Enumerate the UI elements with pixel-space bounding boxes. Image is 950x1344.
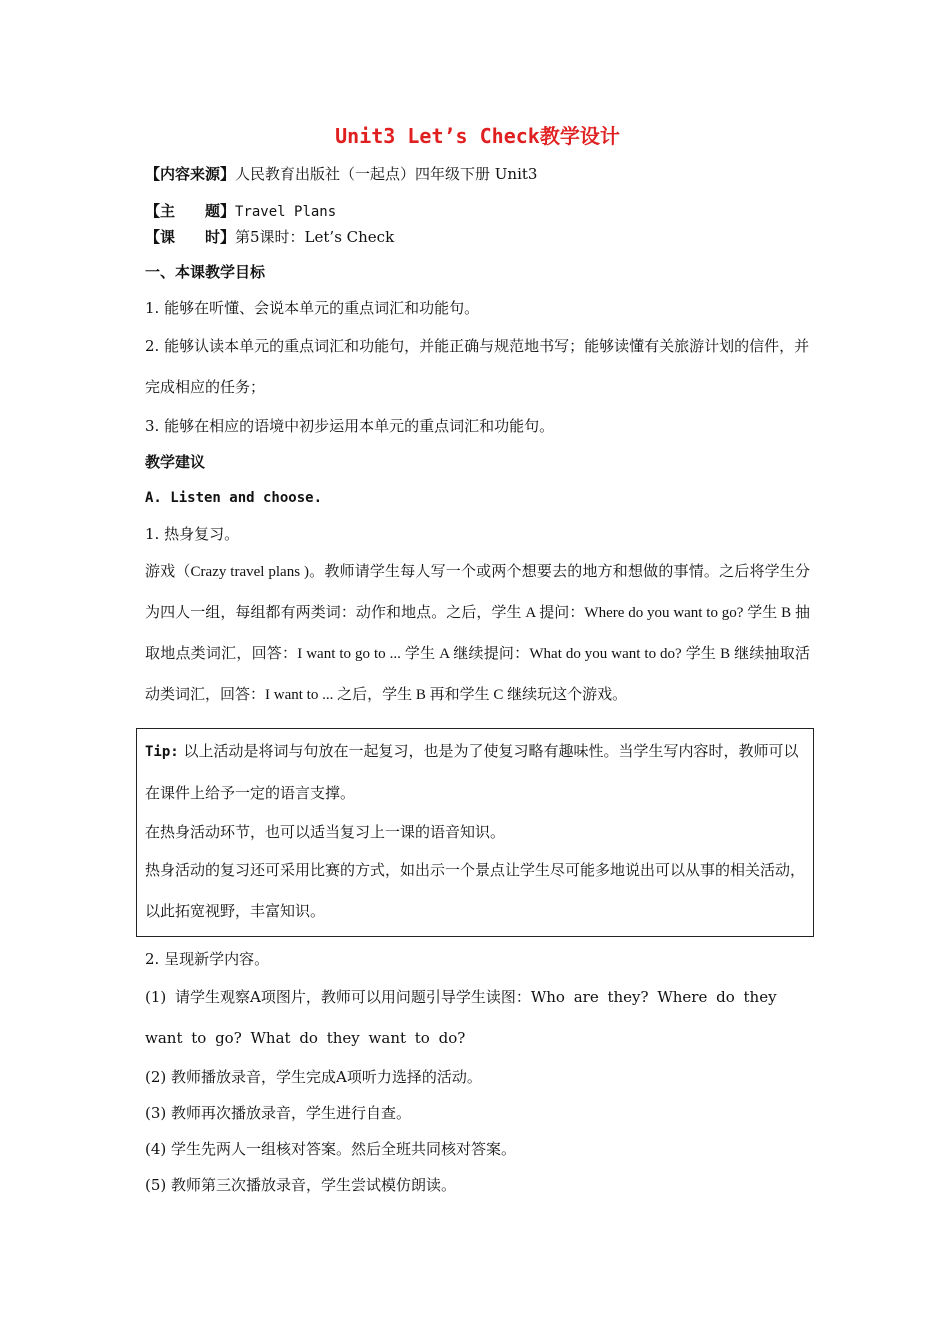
objective-item-3: 3. 能够在相应的语境中初步运用本单元的重点词汇和功能句。 (145, 417, 555, 435)
tip-line-1-text: 以上活动是将词与句放在一起复习，也是为了使复习略有趣味性。当学生写内容时，教师可以在课件上给予一定的语言支撑。 (145, 742, 799, 802)
meta-topic-value: Travel Plans (235, 204, 337, 220)
meta-source (145, 162, 810, 187)
objective-item-2: 2. 能够认读本单元的重点词汇和功能句，并能正确与规范地书写；能够读懂有关旅游计划的信件，并完成相应的任务； (145, 337, 810, 396)
step2-item-4: (4) 学生先两人一组核对答案。然后全班共同核对答案。 (145, 1140, 517, 1158)
step2-title: 2. 呈现新学内容。 (145, 950, 270, 968)
tip-line-3: 热身活动的复习还可采用比赛的方式，如出示一个景点让学生尽可能多地说出可以从事的相关活动，以此拓宽视野，丰富知识。 (145, 861, 806, 920)
meta-period (145, 225, 810, 250)
tip-label: Tip: (145, 744, 179, 760)
meta-topic-label: 【主 题】 (145, 202, 236, 220)
step2-item-5: (5) 教师第三次播放录音，学生尝试模仿朗读。 (145, 1176, 457, 1194)
step2-section (145, 941, 810, 1203)
step1-title: 1. 热身复习。 (145, 525, 240, 543)
step2-item-3: (3) 教师再次播放录音，学生进行自查。 (145, 1104, 412, 1122)
tip-line-1 (145, 731, 805, 814)
step1-body: 游戏（Crazy travel plans )。教师请学生每人写一个或两个想要去的地方和想做的事情。之后将学生分为四人一组，每组都有两类词：动作和地点。之后，学生 A 提问：Where do you want to go? 学生 B 抽取地点类词汇，回答：I want to go to ... 学生 A 继续提问：What do you want to do? 学生 B 继续抽取活动类词汇，回答：I want to ... 之后，学生 B 再和学生 C 继续玩这个游戏。 (145, 564, 810, 703)
meta-source-label: 【内容来源】 (145, 165, 236, 183)
objective-item-1: 1. 能够在听懂、会说本单元的重点词汇和功能句。 (145, 299, 480, 317)
section2-subheading: A. Listen and choose. (145, 490, 323, 506)
document-title: Unit3 Let’s Check教学设计 (335, 124, 620, 148)
tip-line-2: 在热身活动环节，也可以适当复习上一课的语音知识。 (145, 823, 506, 841)
section2-heading: 教学建议 (145, 453, 206, 471)
meta-period-value: 第5课时：Let’s Check (235, 228, 395, 246)
meta-topic (145, 199, 810, 225)
section1-heading: 一、本课教学目标 (145, 263, 266, 281)
meta-period-label: 【课 时】 (145, 228, 236, 246)
step2-item-2: (2) 教师播放录音，学生完成A项听力选择的活动。 (145, 1068, 482, 1086)
meta-source-value: 人民教育出版社（一起点）四年级下册 Unit3 (235, 165, 538, 183)
document-content (145, 118, 810, 1203)
step2-item-1: (1) 请学生观察A项图片，教师可以用问题引导学生读图：Who are they? Where do they want to go? What do they want to do? (145, 988, 777, 1047)
tip-box (136, 728, 814, 937)
